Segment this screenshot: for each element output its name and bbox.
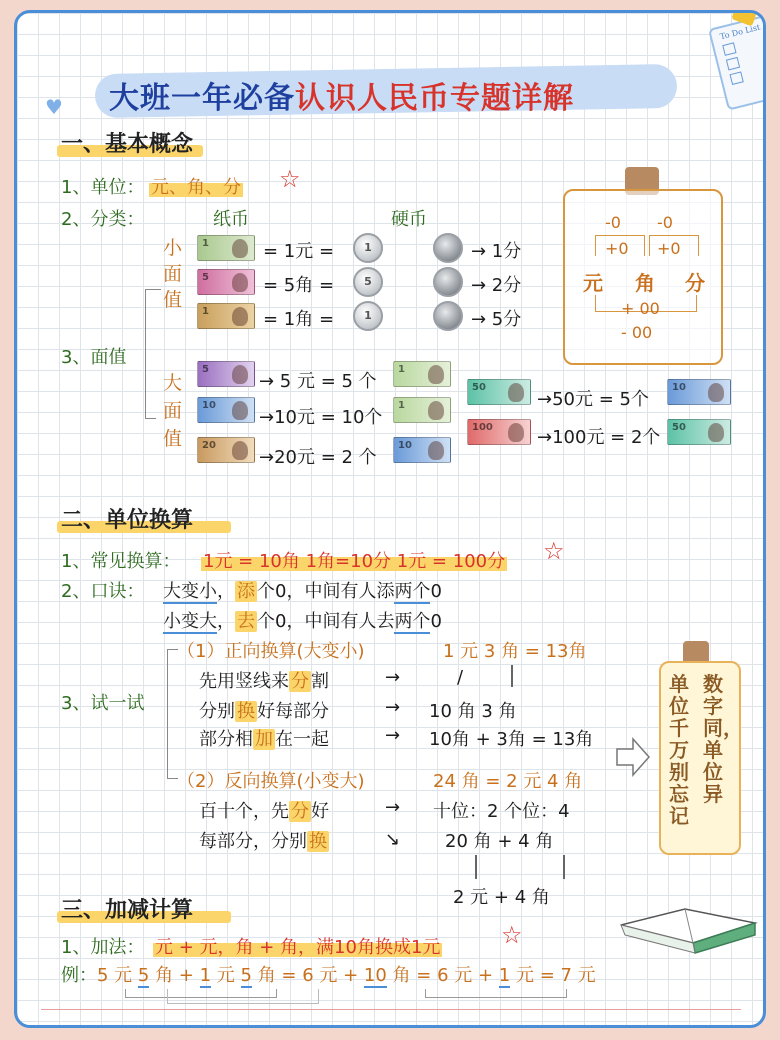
title-part1: 大班一年必备 xyxy=(109,81,295,116)
bill-1-yuan-big: 1 xyxy=(393,397,451,423)
p1-step2 xyxy=(199,697,329,723)
ex-label: 例： xyxy=(61,965,97,986)
coin-1-fen xyxy=(433,233,463,263)
board-mid1: +0 xyxy=(605,239,629,258)
k2-e: 两个 xyxy=(394,611,431,632)
big-row2: →50元 = 5个 xyxy=(537,389,649,410)
k2-d: 个0，中间有人去 xyxy=(257,611,395,632)
ex-part: = 6 元 + xyxy=(416,965,499,986)
p1-s2b: 换 xyxy=(237,701,255,722)
bill-20-yuan: 20 xyxy=(197,437,255,463)
side-note-col2: 数字同，单位异 xyxy=(703,672,743,806)
board-bot1: + 00 xyxy=(621,299,660,318)
ex-part: 5 xyxy=(137,965,150,986)
ex-part: 元 xyxy=(211,965,241,986)
page-title xyxy=(109,73,574,117)
bill-5-jiao: 5 xyxy=(197,269,255,295)
star-icon: ☆ xyxy=(279,165,301,193)
common-label: 1、常见换算： xyxy=(61,551,181,572)
ex-part: 1 xyxy=(498,965,511,986)
try-label: 3、试一试 xyxy=(61,693,145,714)
p1-s1a: 先用竖线来 xyxy=(199,671,289,692)
p1-s3b: 加 xyxy=(255,729,273,750)
p2-step3-result: 2 元 + 4 角 xyxy=(453,887,550,908)
title-part2: 认识人民币专题详解 xyxy=(295,81,574,116)
p2-step2-result: 20 角 + 4 角 xyxy=(445,831,554,852)
todo-label: To Do List xyxy=(719,22,762,42)
bill-10-yuan-big: 10 xyxy=(393,437,451,463)
bill-5-yuan: 5 xyxy=(197,361,255,387)
small-row-res: → 1分 xyxy=(471,241,522,262)
k1-e: 两个 xyxy=(394,581,431,602)
bill-1-yuan: 1 xyxy=(197,235,255,261)
add-label: 1、加法： xyxy=(61,937,145,958)
k2-f: 0 xyxy=(430,611,442,632)
p2-s1c: 好 xyxy=(311,801,329,822)
koujue-label: 2、口诀： xyxy=(61,581,145,602)
k1-a: 大变小 xyxy=(163,581,217,602)
koujue-line2 xyxy=(163,607,442,633)
big-label-char: 面 xyxy=(163,400,183,422)
small-label-char: 面 xyxy=(163,263,183,285)
coin-2-fen xyxy=(433,267,463,297)
p1-step2-result: 10 角 3 角 xyxy=(429,701,517,722)
bill-1-jiao: 1 xyxy=(197,303,255,329)
big-row: → 5 元 = 5 个 xyxy=(259,371,377,392)
big-label-char: 值 xyxy=(163,428,183,450)
sec1-heading: 一、基本概念 xyxy=(61,132,194,157)
bill-10-yuan-big: 10 xyxy=(667,379,731,405)
star-icon: ☆ xyxy=(501,921,523,949)
bracket-main xyxy=(145,289,156,419)
ex-part: 元 xyxy=(108,965,138,986)
p1-s1b: 分 xyxy=(291,671,309,692)
p1-step3-result: 10角 + 3角 = 13角 xyxy=(429,729,594,750)
coin-5-jiao: 5 xyxy=(353,267,383,297)
p2-heading: （2）反向换算(小变大) xyxy=(177,771,365,792)
small-row-res: → 5分 xyxy=(471,309,522,330)
example-bracket xyxy=(425,989,567,998)
todo-note xyxy=(708,11,766,110)
bracket-small xyxy=(155,289,161,290)
ex-part: 1 xyxy=(199,965,212,986)
k2-c: 去 xyxy=(237,611,255,632)
p2-divider xyxy=(563,855,565,879)
p1-s3c: 在一起 xyxy=(275,729,329,750)
example-line xyxy=(61,961,596,987)
bill-1-yuan-big: 1 xyxy=(393,361,451,387)
p2-s1b: 分 xyxy=(291,801,309,822)
k1-f: 0 xyxy=(430,581,442,602)
sec3-heading: 三、加减计算 xyxy=(61,898,194,923)
p2-arrow: → xyxy=(385,797,401,818)
p2-step2 xyxy=(199,827,329,853)
common-value: 1元 = 10角 1角=10分 1元 = 100分 xyxy=(201,547,507,573)
small-row-eq: = 5角 = xyxy=(263,275,335,296)
p1-arrow: → xyxy=(385,697,401,718)
p2-example: 24 角 = 2 元 4 角 xyxy=(433,771,583,792)
board-unit-fen: 分 xyxy=(685,271,705,295)
p1-slash: / xyxy=(457,667,464,688)
board-bracket xyxy=(649,235,699,256)
koujue-line1 xyxy=(163,577,442,603)
p1-s1c: 割 xyxy=(311,671,329,692)
bill-50-yuan-big: 50 xyxy=(667,419,731,445)
ex-part: 元 = 7 元 xyxy=(510,965,596,986)
ex-part: 角 = 6 元 + xyxy=(251,965,364,986)
board-top2: -0 xyxy=(657,213,673,232)
k1-b: ， xyxy=(217,581,235,602)
heart-doodle-icon: ♥ xyxy=(45,95,63,119)
ex-part: 角 xyxy=(386,965,417,986)
big-row: →20元 = 2 个 xyxy=(259,447,377,468)
board-mid2: +0 xyxy=(657,239,681,258)
board-bracket xyxy=(595,235,645,256)
p2-s1a: 百十个，先 xyxy=(199,801,289,822)
face-label: 3、面值 xyxy=(61,347,127,368)
p2-s2a: 每部分，分别 xyxy=(199,831,307,852)
sec2-heading: 二、单位换算 xyxy=(61,508,194,533)
bill-100-yuan: 100 xyxy=(467,419,531,445)
big-label xyxy=(163,369,182,453)
bill-50-yuan: 50 xyxy=(467,379,531,405)
paper-label: 纸币 xyxy=(213,209,249,230)
book-icon xyxy=(615,895,765,959)
p2-divider xyxy=(475,855,477,879)
ex-part: 5 xyxy=(97,965,109,986)
k2-a: 小变大 xyxy=(163,611,217,632)
coin-label: 硬币 xyxy=(391,209,427,230)
board-unit-yuan: 元 xyxy=(583,271,603,295)
board-top1: -0 xyxy=(605,213,621,232)
bill-10-yuan: 10 xyxy=(197,397,255,423)
p1-divider xyxy=(511,665,513,687)
big-row: →10元 = 10个 xyxy=(259,407,383,428)
board-unit-jiao: 角 xyxy=(635,271,655,295)
side-note-col1: 单位千万别忘记 xyxy=(669,672,689,828)
board-bot2: - 00 xyxy=(621,323,653,342)
p2-s2b: 换 xyxy=(309,831,327,852)
unit-value: 元、角、分 xyxy=(149,173,243,199)
bottom-rule xyxy=(41,1009,741,1010)
coin-5-fen xyxy=(433,301,463,331)
try-bracket xyxy=(167,649,178,779)
ex-part: 角 + xyxy=(149,965,200,986)
p1-step1 xyxy=(199,667,329,693)
coin-1-yuan: 1 xyxy=(353,233,383,263)
small-label-char: 小 xyxy=(163,237,183,259)
p2-step1-result: 十位：2 个位：4 xyxy=(433,801,570,822)
p1-example: 1 元 3 角 = 13角 xyxy=(443,641,587,662)
ex-part: 5 xyxy=(240,965,252,986)
small-label-char: 值 xyxy=(163,289,183,311)
p1-arrow: → xyxy=(385,725,401,746)
small-row-eq: = 1角 = xyxy=(263,309,335,330)
p1-s3a: 部分相 xyxy=(199,729,253,750)
star-icon: ☆ xyxy=(543,537,565,565)
ex-part: 10 xyxy=(363,965,387,986)
p1-step3 xyxy=(199,725,329,751)
poster-card xyxy=(14,10,766,1028)
p2-step1 xyxy=(199,797,329,823)
example-bracket xyxy=(167,989,319,1004)
coin-1-jiao: 1 xyxy=(353,301,383,331)
small-label xyxy=(163,235,182,313)
k1-c: 添 xyxy=(237,581,255,602)
p2-arrow: ↘ xyxy=(385,829,401,850)
p1-s2c: 好每部分 xyxy=(257,701,329,722)
small-row-res: → 2分 xyxy=(471,275,522,296)
k1-d: 个0，中间有人添 xyxy=(257,581,395,602)
big-label-char: 大 xyxy=(163,372,183,394)
small-row-eq: = 1元 = xyxy=(263,241,335,262)
big-row2: →100元 = 2个 xyxy=(537,427,661,448)
k2-b: ， xyxy=(217,611,235,632)
p1-heading: （1）正向换算(大变小) xyxy=(177,641,365,662)
p1-arrow: → xyxy=(385,667,401,688)
unit-label: 1、单位： xyxy=(61,177,145,198)
add-value: 元 + 元，角 + 角，满10角换成1元 xyxy=(153,933,442,959)
p1-s2a: 分别 xyxy=(199,701,235,722)
class-label: 2、分类： xyxy=(61,209,145,230)
